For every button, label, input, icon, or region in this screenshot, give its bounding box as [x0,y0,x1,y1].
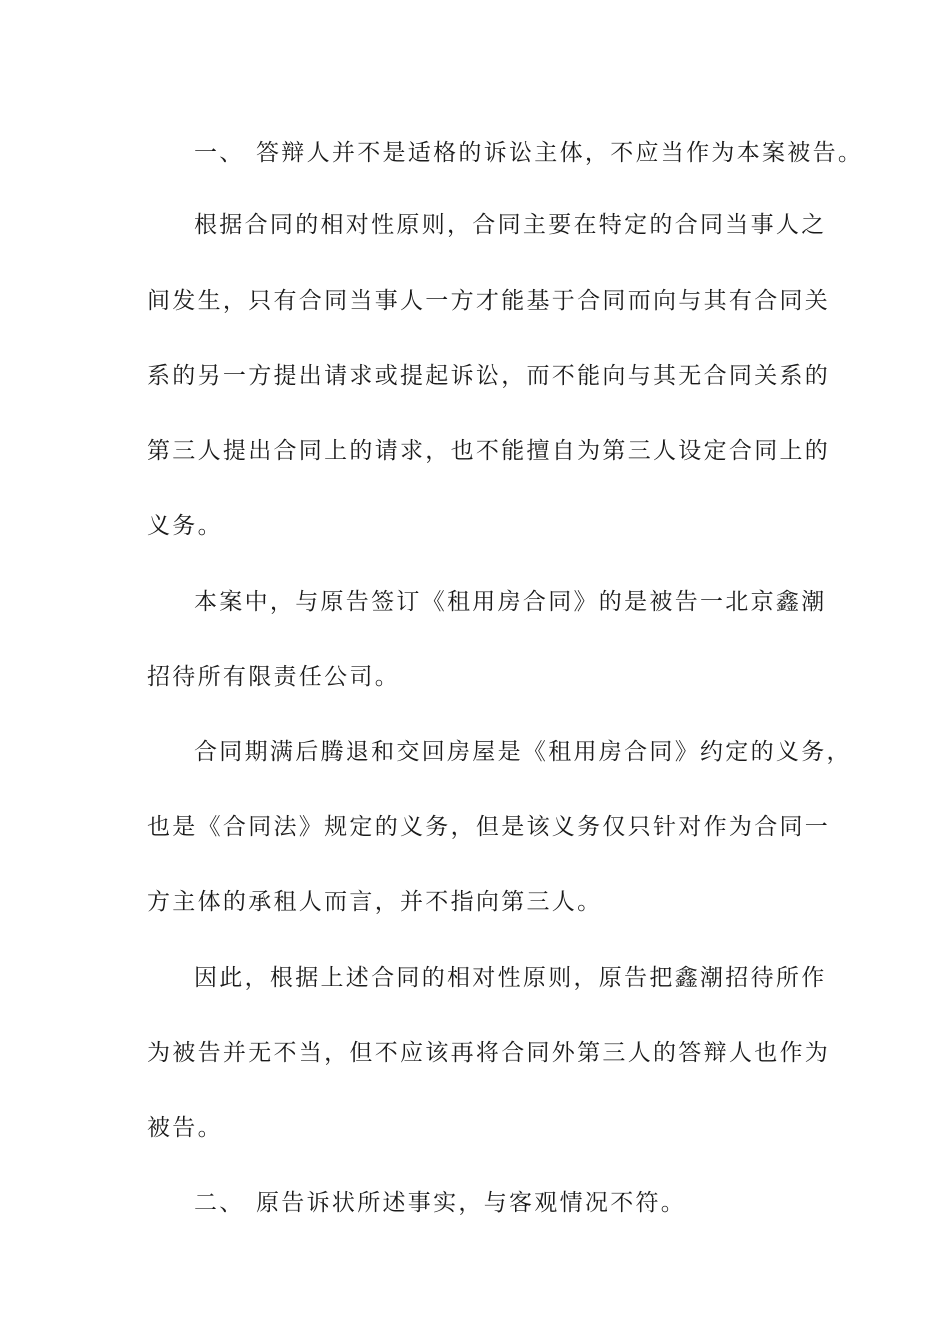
paragraph-line: 间发生，只有合同当事人一方才能基于合同而向与其有合同关 [147,288,831,314]
paragraph-line: 根据合同的相对性原则，合同主要在特定的合同当事人之 [194,212,827,238]
paragraph-line: 被告。 [147,1115,223,1141]
paragraph-line: 第三人提出合同上的请求，也不能擅自为第三人设定合同上的 [147,438,831,464]
paragraph-line: 义务。 [147,513,223,539]
section-heading-2 [194,1188,864,1218]
paragraph-line: 方主体的承租人而言，并不指向第三人。 [147,889,603,915]
paragraph-line: 也是《合同法》规定的义务，但是该义务仅只针对作为合同一 [147,814,831,840]
section-number: 二、 [194,1190,245,1216]
paragraph-line: 合同期满后腾退和交回房屋是《租用房合同》约定的义务， [194,739,852,765]
paragraph-line: 本案中，与原告签订《租用房合同》的是被告一北京鑫潮 [194,589,827,615]
section-title: 原告诉状所述事实，与客观情况不符。 [256,1190,687,1216]
section-number: 一、 [194,140,245,166]
paragraph-line: 为被告并无不当，但不应该再将合同外第三人的答辩人也作为 [147,1040,831,1066]
paragraph-line: 系的另一方提出请求或提起诉讼，而不能向与其无合同关系的 [147,363,831,389]
section-title: 答辩人并不是适格的诉讼主体，不应当作为本案被告。 [256,140,864,166]
section-heading-1 [194,138,864,168]
paragraph-line: 招待所有限责任公司。 [147,664,400,690]
paragraph-line: 因此，根据上述合同的相对性原则，原告把鑫潮招待所作 [194,965,827,991]
